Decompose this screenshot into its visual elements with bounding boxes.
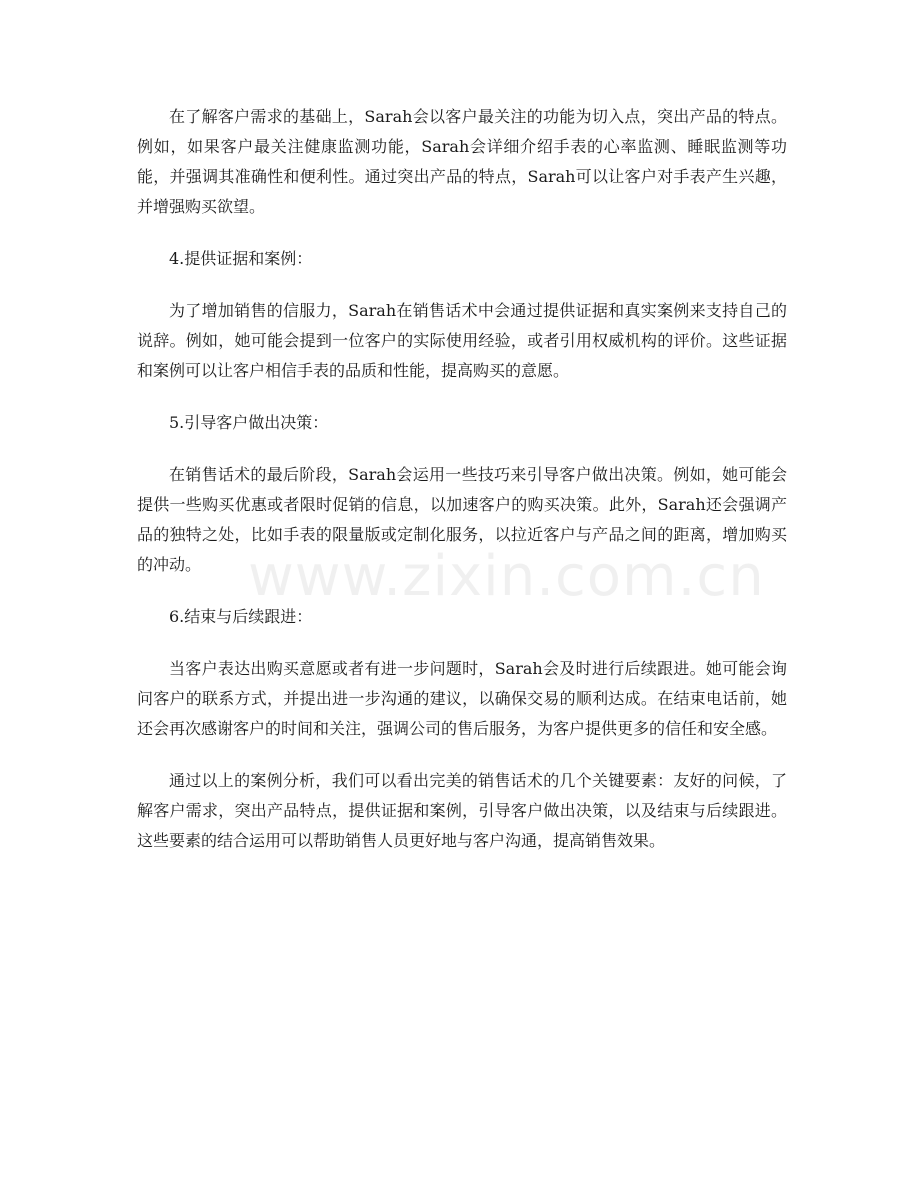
section-heading-decision: 5.引导客户做出决策： [169,413,329,432]
section-heading-evidence: 4.提供证据和案例： [169,249,313,268]
paragraph-evidence: 为了增加销售的信服力，Sarah在销售话术中会通过提供证据和真实案例来支持自己的说辞。例如，她可能会提到一位客户的实际使用经验，或者引用权威机构的评价。这些证据和案例可以让客户相信手表的品质和性能，提高购买的意愿。 [137,301,787,380]
paragraph-follow-up: 当客户表达出购买意愿或者有进一步问题时，Sarah会及时进行后续跟进。她可能会询问客户的联系方式，并提出进一步沟通的建议，以确保交易的顺利达成。在结束电话前，她还会再次感谢客户的时间和关注，强调公司的售后服务，为客户提供更多的信任和安全感。 [137,659,787,738]
watermark: www.zixin.com.cn [248,544,765,609]
document-body [137,102,787,878]
paragraph-conclusion: 通过以上的案例分析，我们可以看出完美的销售话术的几个关键要素：友好的问候，了解客户需求，突出产品特点，提供证据和案例，引导客户做出决策，以及结束与后续跟进。这些要素的结合运用可以帮助销售人员更好地与客户沟通，提高销售效果。 [137,771,787,850]
paragraph-product-features: 在了解客户需求的基础上，Sarah会以客户最关注的功能为切入点，突出产品的特点。例如，如果客户最关注健康监测功能，Sarah会详细介绍手表的心率监测、睡眠监测等功能，并强调其准确性和便利性。通过突出产品的特点，Sarah可以让客户对手表产生兴趣，并增强购买欲望。 [137,107,787,216]
paragraph-decision: 在销售话术的最后阶段，Sarah会运用一些技巧来引导客户做出决策。例如，她可能会提供一些购买优惠或者限时促销的信息，以加速客户的购买决策。此外，Sarah还会强调产品的独特之处，比如手表的限量版或定制化服务，以拉近客户与产品之间的距离，增加购买的冲动。 [137,465,787,574]
section-heading-follow-up: 6.结束与后续跟进： [169,607,313,626]
